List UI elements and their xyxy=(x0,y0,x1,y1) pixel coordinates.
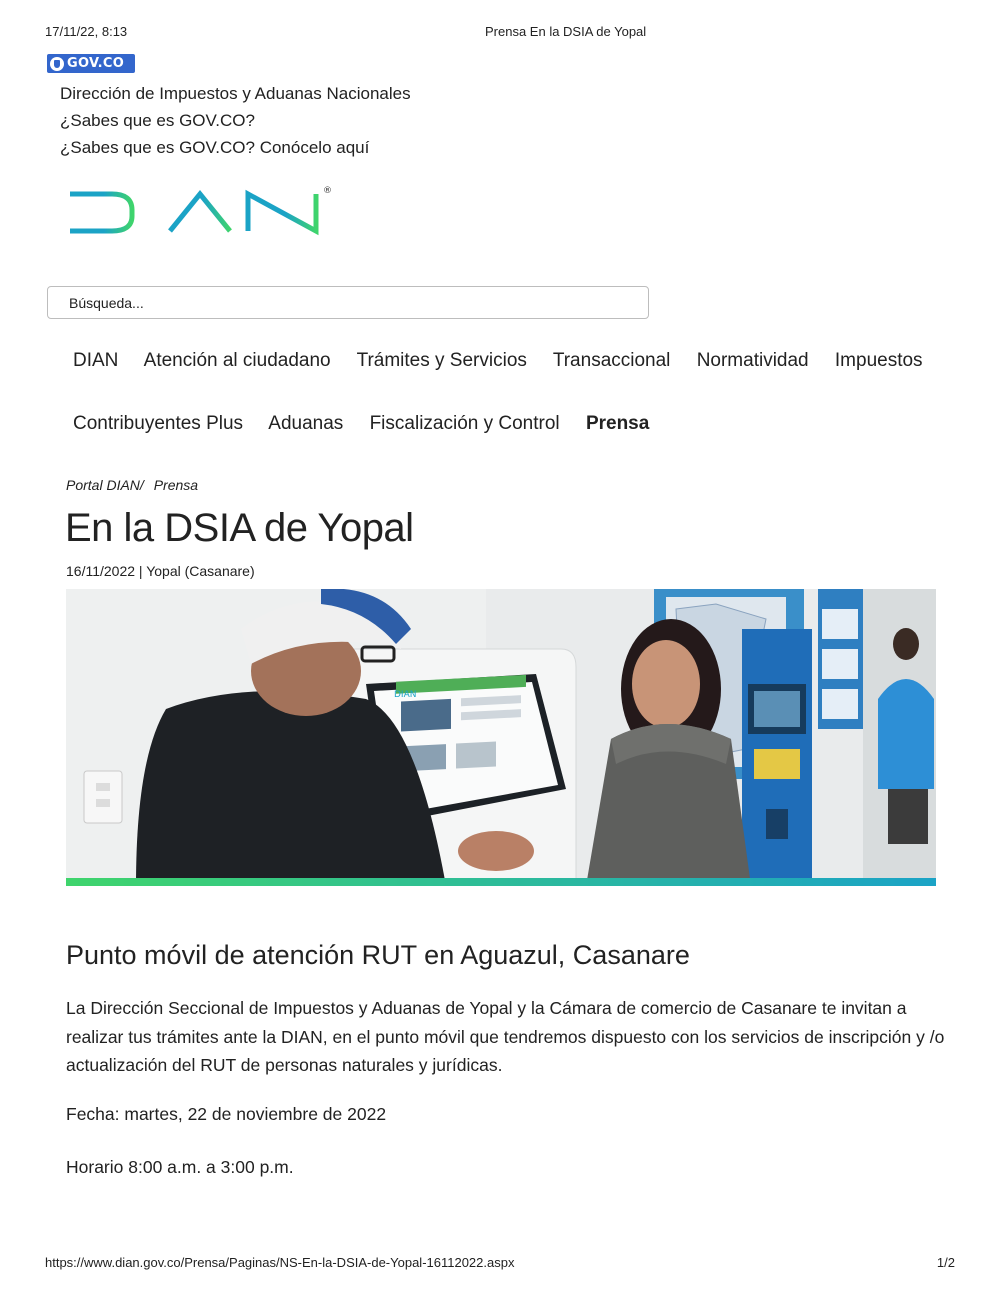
main-nav-row-2 xyxy=(73,413,670,435)
govco-badge-label: GOV.CO xyxy=(67,56,125,71)
page-title: En la DSIA de Yopal xyxy=(65,506,414,550)
nav-item-dian[interactable]: DIAN xyxy=(73,350,119,371)
govco-know-more-link[interactable]: ¿Sabes que es GOV.CO? Conócelo aquí xyxy=(60,138,370,157)
gov-info xyxy=(60,80,411,161)
event-date: Fecha: martes, 22 de noviembre de 2022 xyxy=(66,1104,387,1124)
main-nav-row-1 xyxy=(73,350,944,372)
colombia-shield-icon xyxy=(50,57,64,71)
nav-item-transaccional[interactable]: Transaccional xyxy=(552,350,671,371)
nav-item-normatividad[interactable]: Normatividad xyxy=(696,350,809,371)
nav-item-tramites-servicios[interactable]: Trámites y Servicios xyxy=(356,350,527,371)
breadcrumb-home-link[interactable]: Portal DIAN/ xyxy=(66,477,144,493)
article-body: La Dirección Seccional de Impuestos y Aduanas de Yopal y la Cámara de comercio de Casanare te invitan a realizar tus trámites ante la DIAN, en el punto móvil que tendremos dispuesto con los servicios de inscripción y /o actualización del RUT de personas naturales y jurídicas. xyxy=(66,998,945,1075)
print-url: https://www.dian.gov.co/Prensa/Paginas/NS-En-la-DSIA-de-Yopal-16112022.aspx xyxy=(45,1255,515,1270)
article-subtitle: Punto móvil de atención RUT en Aguazul, Casanare xyxy=(66,940,690,970)
article-meta: 16/11/2022 | Yopal (Casanare) xyxy=(66,563,255,579)
print-page-number: 1/2 xyxy=(936,1255,955,1270)
print-header xyxy=(45,24,955,40)
print-datetime: 17/11/22, 8:13 xyxy=(45,24,128,39)
search-input[interactable] xyxy=(47,286,649,319)
breadcrumb-current: Prensa xyxy=(153,477,199,493)
hero-photo-illustration xyxy=(66,589,936,886)
nav-item-aduanas[interactable]: Aduanas xyxy=(268,413,344,434)
nav-item-atencion-ciudadano[interactable]: Atención al ciudadano xyxy=(143,350,331,371)
kiosk-screen-logo: DIAN xyxy=(394,690,417,700)
dian-logo[interactable] xyxy=(66,184,336,240)
event-schedule: Horario 8:00 a.m. a 3:00 p.m. xyxy=(66,1157,294,1177)
breadcrumb xyxy=(66,477,204,493)
nav-item-fiscalizacion-control[interactable]: Fiscalización y Control xyxy=(369,413,560,434)
hero-image xyxy=(66,589,936,886)
govco-question: ¿Sabes que es GOV.CO? xyxy=(60,111,255,130)
entity-name: Dirección de Impuestos y Aduanas Nacionales xyxy=(60,84,411,103)
govco-badge-link[interactable] xyxy=(47,54,135,73)
registered-mark: ® xyxy=(323,186,332,196)
nav-item-impuestos[interactable]: Impuestos xyxy=(834,350,923,371)
print-page-title: Prensa En la DSIA de Yopal xyxy=(485,24,647,39)
nav-item-contribuyentes-plus[interactable]: Contribuyentes Plus xyxy=(73,413,244,434)
nav-item-prensa[interactable]: Prensa xyxy=(585,413,650,434)
